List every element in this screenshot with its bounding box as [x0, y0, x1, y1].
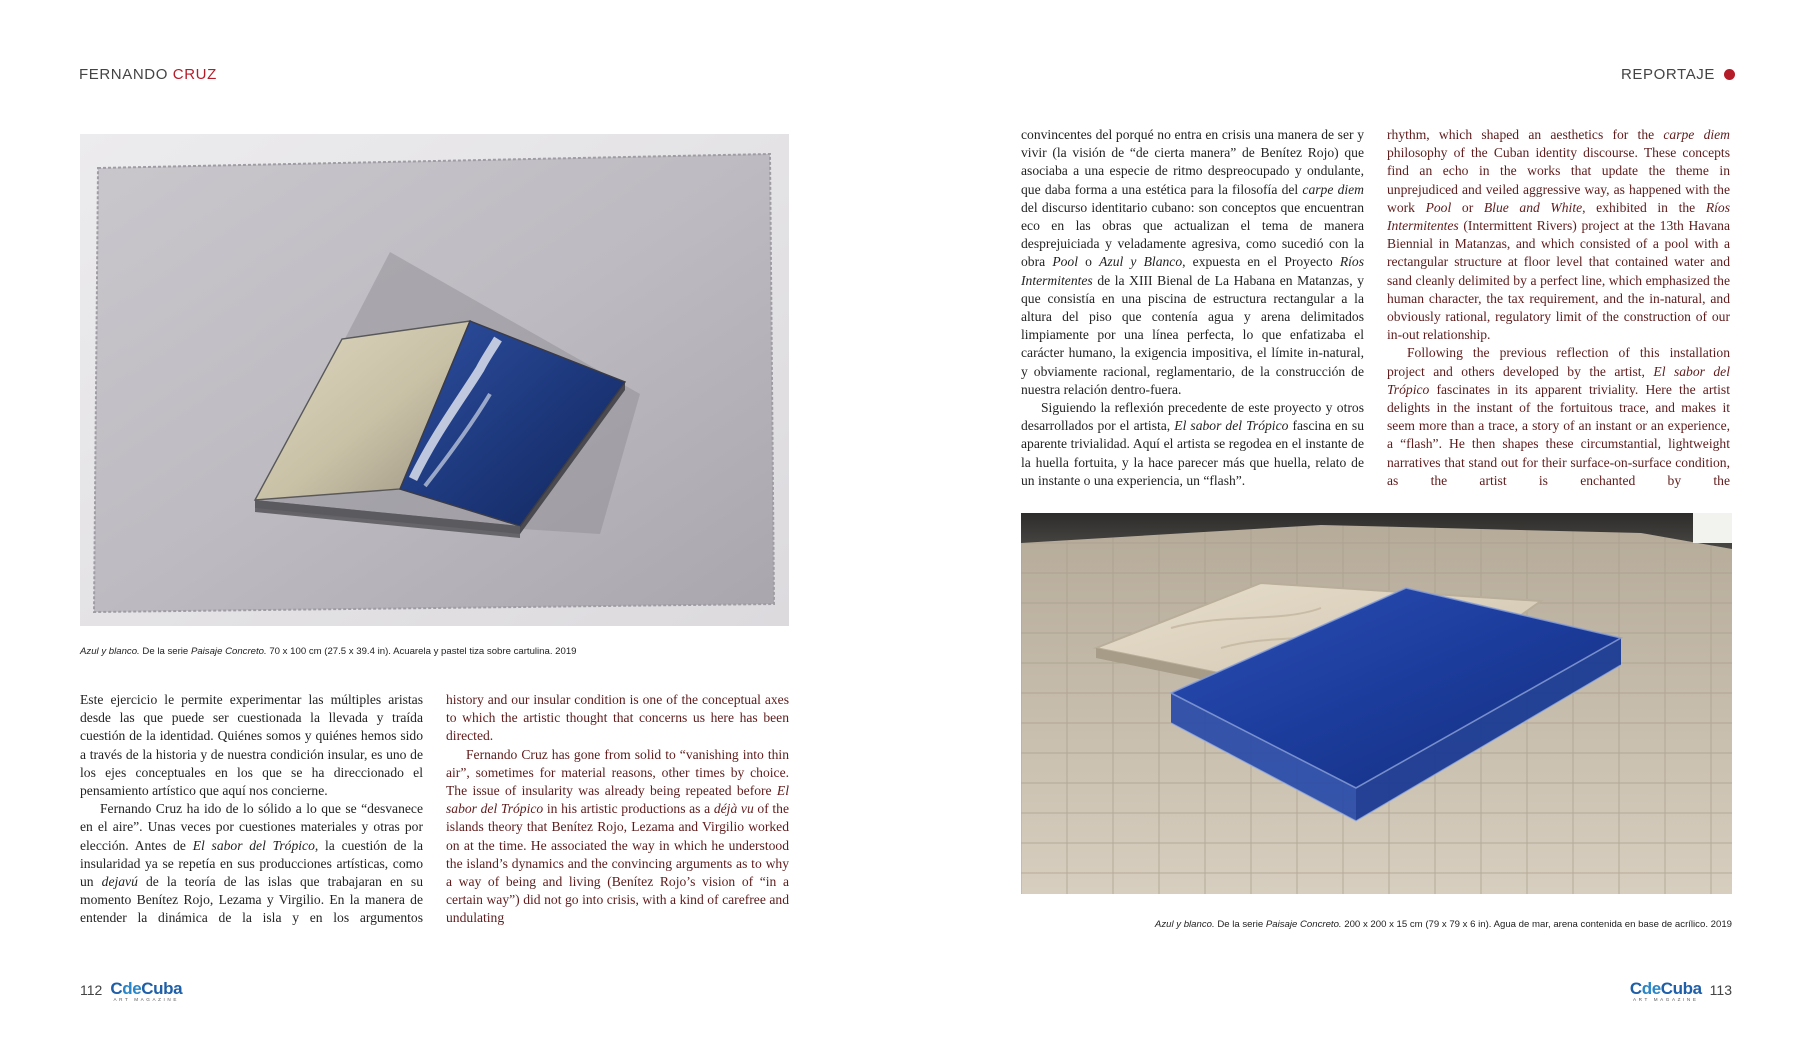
text-run: or — [1451, 199, 1484, 215]
caption-details: 70 x 100 cm (27.5 x 39.4 in). Acuarela y pastel tiza sobre cartulina. 2019 — [269, 646, 577, 657]
text-run-italic: El sabor del Trópico — [1174, 418, 1289, 434]
text-run: fascina en su aparente trivialidad. Aquí el artista se regodea en el instante de la huella fortuita, y la hace parecer más que huella, relato de un instante o una experiencia, un “flash”. — [1021, 418, 1364, 488]
text-run-italic: Pool — [1425, 199, 1452, 215]
text-run-italic: déjà vu — [713, 801, 754, 817]
text-run: philosophy of the Cuban identity discourse. These concepts find an echo in the works that update the theme in unprejudiced and veiled aggressive way, as happened with the work — [1387, 145, 1730, 215]
paragraph — [1387, 126, 1730, 344]
text-run-italic: Ríos Intermitentes — [1021, 254, 1364, 288]
header-artist-last-name: CRUZ — [172, 66, 217, 83]
installation-photo — [1021, 513, 1732, 894]
caption-details: 200 x 200 x 15 cm (79 x 79 x 6 in). Agua de mar, arena contenida en base de acrílico. 2019 — [1344, 919, 1732, 930]
text-run: de la teoría de las islas que trabajaran en su momento Benítez Rojo, Lezama y Virgilio. En la manera de entender la dinámica de la isla y en los argumentos — [80, 874, 423, 926]
artwork-image-watercolor — [80, 134, 789, 626]
magazine-logo — [1630, 980, 1702, 1003]
text-run: o — [1078, 254, 1100, 270]
logo-wordmark: CdeCuba — [1629, 979, 1702, 998]
logo-wordmark: CdeCuba — [110, 979, 183, 998]
figure-caption-right — [1155, 919, 1732, 930]
caption-series: Paisaje Concreto. — [190, 646, 267, 657]
logo-tagline: ART MAGAZINE — [1633, 997, 1699, 1002]
text-run: , expuesta en el Proyecto — [1182, 254, 1340, 270]
text-run: rhythm, which shaped an aesthetics for the — [1387, 127, 1664, 142]
magazine-logo — [110, 980, 182, 1003]
text-run: , la cuestión de la insularidad ya se repetía en sus producciones artísticas, como un — [80, 837, 424, 890]
text-run: in his artistic productions as a — [543, 801, 714, 817]
text-run: convincentes del porqué no entra en crisis una manera de ser y vivir (la visión de “de cierta manera” de Benítez Rojo) que asociaba a una especie de ritmo despreocupado y ondulante, que daba forma a una estética para la filosofía del — [1021, 127, 1364, 197]
paragraph — [446, 746, 789, 928]
caption-prefix: De la serie — [1217, 919, 1264, 930]
text-run: , exhibited in the — [1582, 199, 1706, 215]
header-artist-first-name: FERNANDO — [79, 66, 168, 83]
paragraph — [1021, 399, 1364, 490]
header-section-name: REPORTAJE — [1620, 66, 1715, 83]
text-run-italic: Pool — [1052, 254, 1078, 270]
caption-prefix: De la serie — [142, 646, 189, 657]
text-run: Siguiendo la reflexión precedente de este proyecto y otros desarrollados por el artista, — [1021, 400, 1364, 434]
caption-title: Azul y blanco. — [80, 646, 140, 657]
text-column-4-english — [1387, 126, 1730, 490]
text-column-1-spanish — [80, 691, 423, 928]
text-run-italic: El sabor del Trópico — [446, 783, 789, 817]
text-run: (Intermittent Rivers) project at the 13th Havana Biennial in Matanzas, and which consisted of a pool with a rectangular structure at floor level that contained water and sand cleanly delimited by a perfect line, which emphasized the human character, the tax requirement, and the in-natural, and obviously rational, regulatory limit of the construction of our in-out relationship. — [1387, 218, 1730, 343]
text-run-italic: El sabor del Trópico — [1387, 363, 1730, 397]
text-column-3-spanish — [1021, 126, 1364, 490]
paragraph: Este ejercicio le permite experimentar las múltiples aristas desde las que puede ser cuestionada la llevada y traída cuestión de la identidad. Quiénes somos y quiénes hemos sido a través de la historia y de nuestra condición insular, es uno de los ejes conceptuales en los que se ha direccionado el pensamiento artístico que aquí nos concierne. — [80, 692, 423, 799]
text-run: Following the previous reflection of this installation project and others developed by the artist, — [1387, 345, 1730, 379]
running-header-right — [1621, 66, 1735, 83]
text-run-italic: Ríos Intermitentes — [1387, 199, 1731, 234]
text-run-italic: El sabor del Trópico — [192, 837, 315, 853]
text-run: Fernando Cruz ha ido de lo sólido a lo que se “desvanece en el aire”. Unas veces por cuestiones materiales y otras por elección. Antes de — [80, 801, 423, 853]
text-run: del discurso identitario cubano: son conceptos que encuentran eco en las obras que actualizan el tema de manera desprejuiciada y veladamente agresiva, como sucedió con la obra — [1021, 199, 1364, 270]
text-run: Fernando Cruz has gone from solid to “vanishing into thin air”, sometimes for material reasons, other times by choice. The issue of insularity was already being repeated before — [446, 746, 789, 799]
figure-caption-left — [80, 646, 577, 657]
footer-right — [1630, 980, 1732, 1003]
text-run: de la XIII Bienal de La Habana en Matanzas, y que consistía en una piscina de estructura rectangular a la altura del piso que contenía agua y arena delimitados limpiamente por una línea perfecta, lo que enfatizaba el carácter humano, la exigencia impositiva, el límite in-natural, y obviamente racional, reglamentario, de la construcción de nuestra relación dentro-fuera. — [1021, 272, 1364, 397]
paragraph — [1021, 126, 1364, 399]
text-run-italic: carpe diem — [1663, 127, 1730, 142]
text-run-italic: Azul y Blanco — [1099, 254, 1183, 270]
text-run-italic: dejavú — [101, 874, 138, 890]
running-header-left — [79, 66, 217, 83]
paragraph — [1387, 344, 1730, 490]
logo-tagline: ART MAGAZINE — [113, 997, 179, 1002]
paragraph: history and our insular condition is one of the conceptual axes to which the artistic thought that concerns us here has been directed. — [446, 692, 789, 744]
text-run-italic: carpe diem — [1302, 181, 1364, 197]
section-dot-icon — [1724, 69, 1735, 80]
footer-left — [80, 980, 182, 1003]
text-run: of the islands theory that Benítez Rojo, Lezama and Virgilio worked on at the time. He associated the way in which he understood the island’s dynamics and the convincing arguments as to why a way of being and living (Benítez Rojo’s vision of “in a certain way”) did not go into crisis, with a kind of carefree and undulating — [446, 801, 790, 926]
page-number-left: 112 — [80, 982, 103, 998]
caption-series: Paisaje Concreto. — [1265, 919, 1342, 930]
caption-title: Azul y blanco. — [1154, 919, 1215, 930]
page-number-right: 113 — [1709, 982, 1732, 998]
text-column-2-english — [446, 691, 789, 928]
text-run-italic: Blue and White — [1483, 199, 1583, 215]
paragraph — [80, 800, 423, 927]
text-run: fascinates in its apparent triviality. Here the artist delights in the instant of the fortuitous trace, and makes it seem more than a trace, a story of an instant or an experience, a “flash”. He then shapes these circumstantial, lightweight narratives that stand out for their surface-on-surface condition, as the artist is enchanted by the — [1387, 381, 1730, 488]
